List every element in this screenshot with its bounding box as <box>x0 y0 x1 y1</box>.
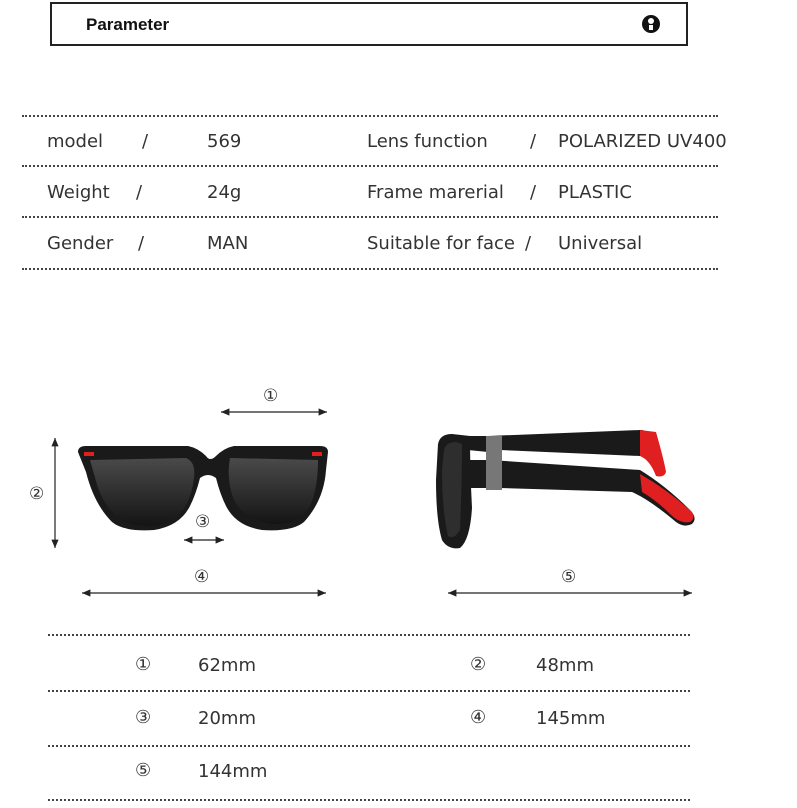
divider <box>48 799 690 801</box>
separator: / <box>142 131 149 152</box>
side-view-glasses <box>436 430 695 548</box>
divider <box>48 745 690 747</box>
measurement-value: 145mm <box>536 708 606 729</box>
separator: / <box>530 182 537 203</box>
dimension-marker: ④ <box>194 567 210 587</box>
spec-label: Gender <box>47 233 114 254</box>
measurement-marker: ① <box>135 654 152 675</box>
measurement-marker: ④ <box>470 707 487 728</box>
spec-value: PLASTIC <box>558 182 632 203</box>
measurement-marker: ③ <box>135 707 152 728</box>
separator: / <box>530 131 537 152</box>
measurement-value: 144mm <box>198 761 268 782</box>
measurement-marker: ② <box>470 654 487 675</box>
separator: / <box>525 233 532 254</box>
spec-value: MAN <box>207 233 249 254</box>
dimension-marker: ③ <box>195 512 211 532</box>
spec-label: Suitable for face <box>367 233 515 254</box>
header-title: Parameter <box>86 15 170 34</box>
measurement-marker: ⑤ <box>135 760 152 781</box>
separator: / <box>138 233 145 254</box>
spec-value: 24g <box>207 182 242 203</box>
measurement-value: 62mm <box>198 655 256 676</box>
divider <box>48 634 690 636</box>
separator: / <box>136 182 143 203</box>
measurement-value: 20mm <box>198 708 256 729</box>
spec-label: Lens function <box>367 131 488 152</box>
dimension-marker: ⑤ <box>561 567 577 587</box>
measurement-value: 48mm <box>536 655 594 676</box>
divider <box>48 690 690 692</box>
spec-label: Weight <box>47 182 110 203</box>
spec-value: POLARIZED UV400 <box>558 131 727 152</box>
spec-value: Universal <box>558 233 643 254</box>
dimension-marker: ① <box>263 386 279 406</box>
spec-label: model <box>47 131 104 152</box>
dimension-marker: ② <box>29 484 45 504</box>
spec-value: 569 <box>207 131 242 152</box>
spec-label: Frame marerial <box>367 182 504 203</box>
